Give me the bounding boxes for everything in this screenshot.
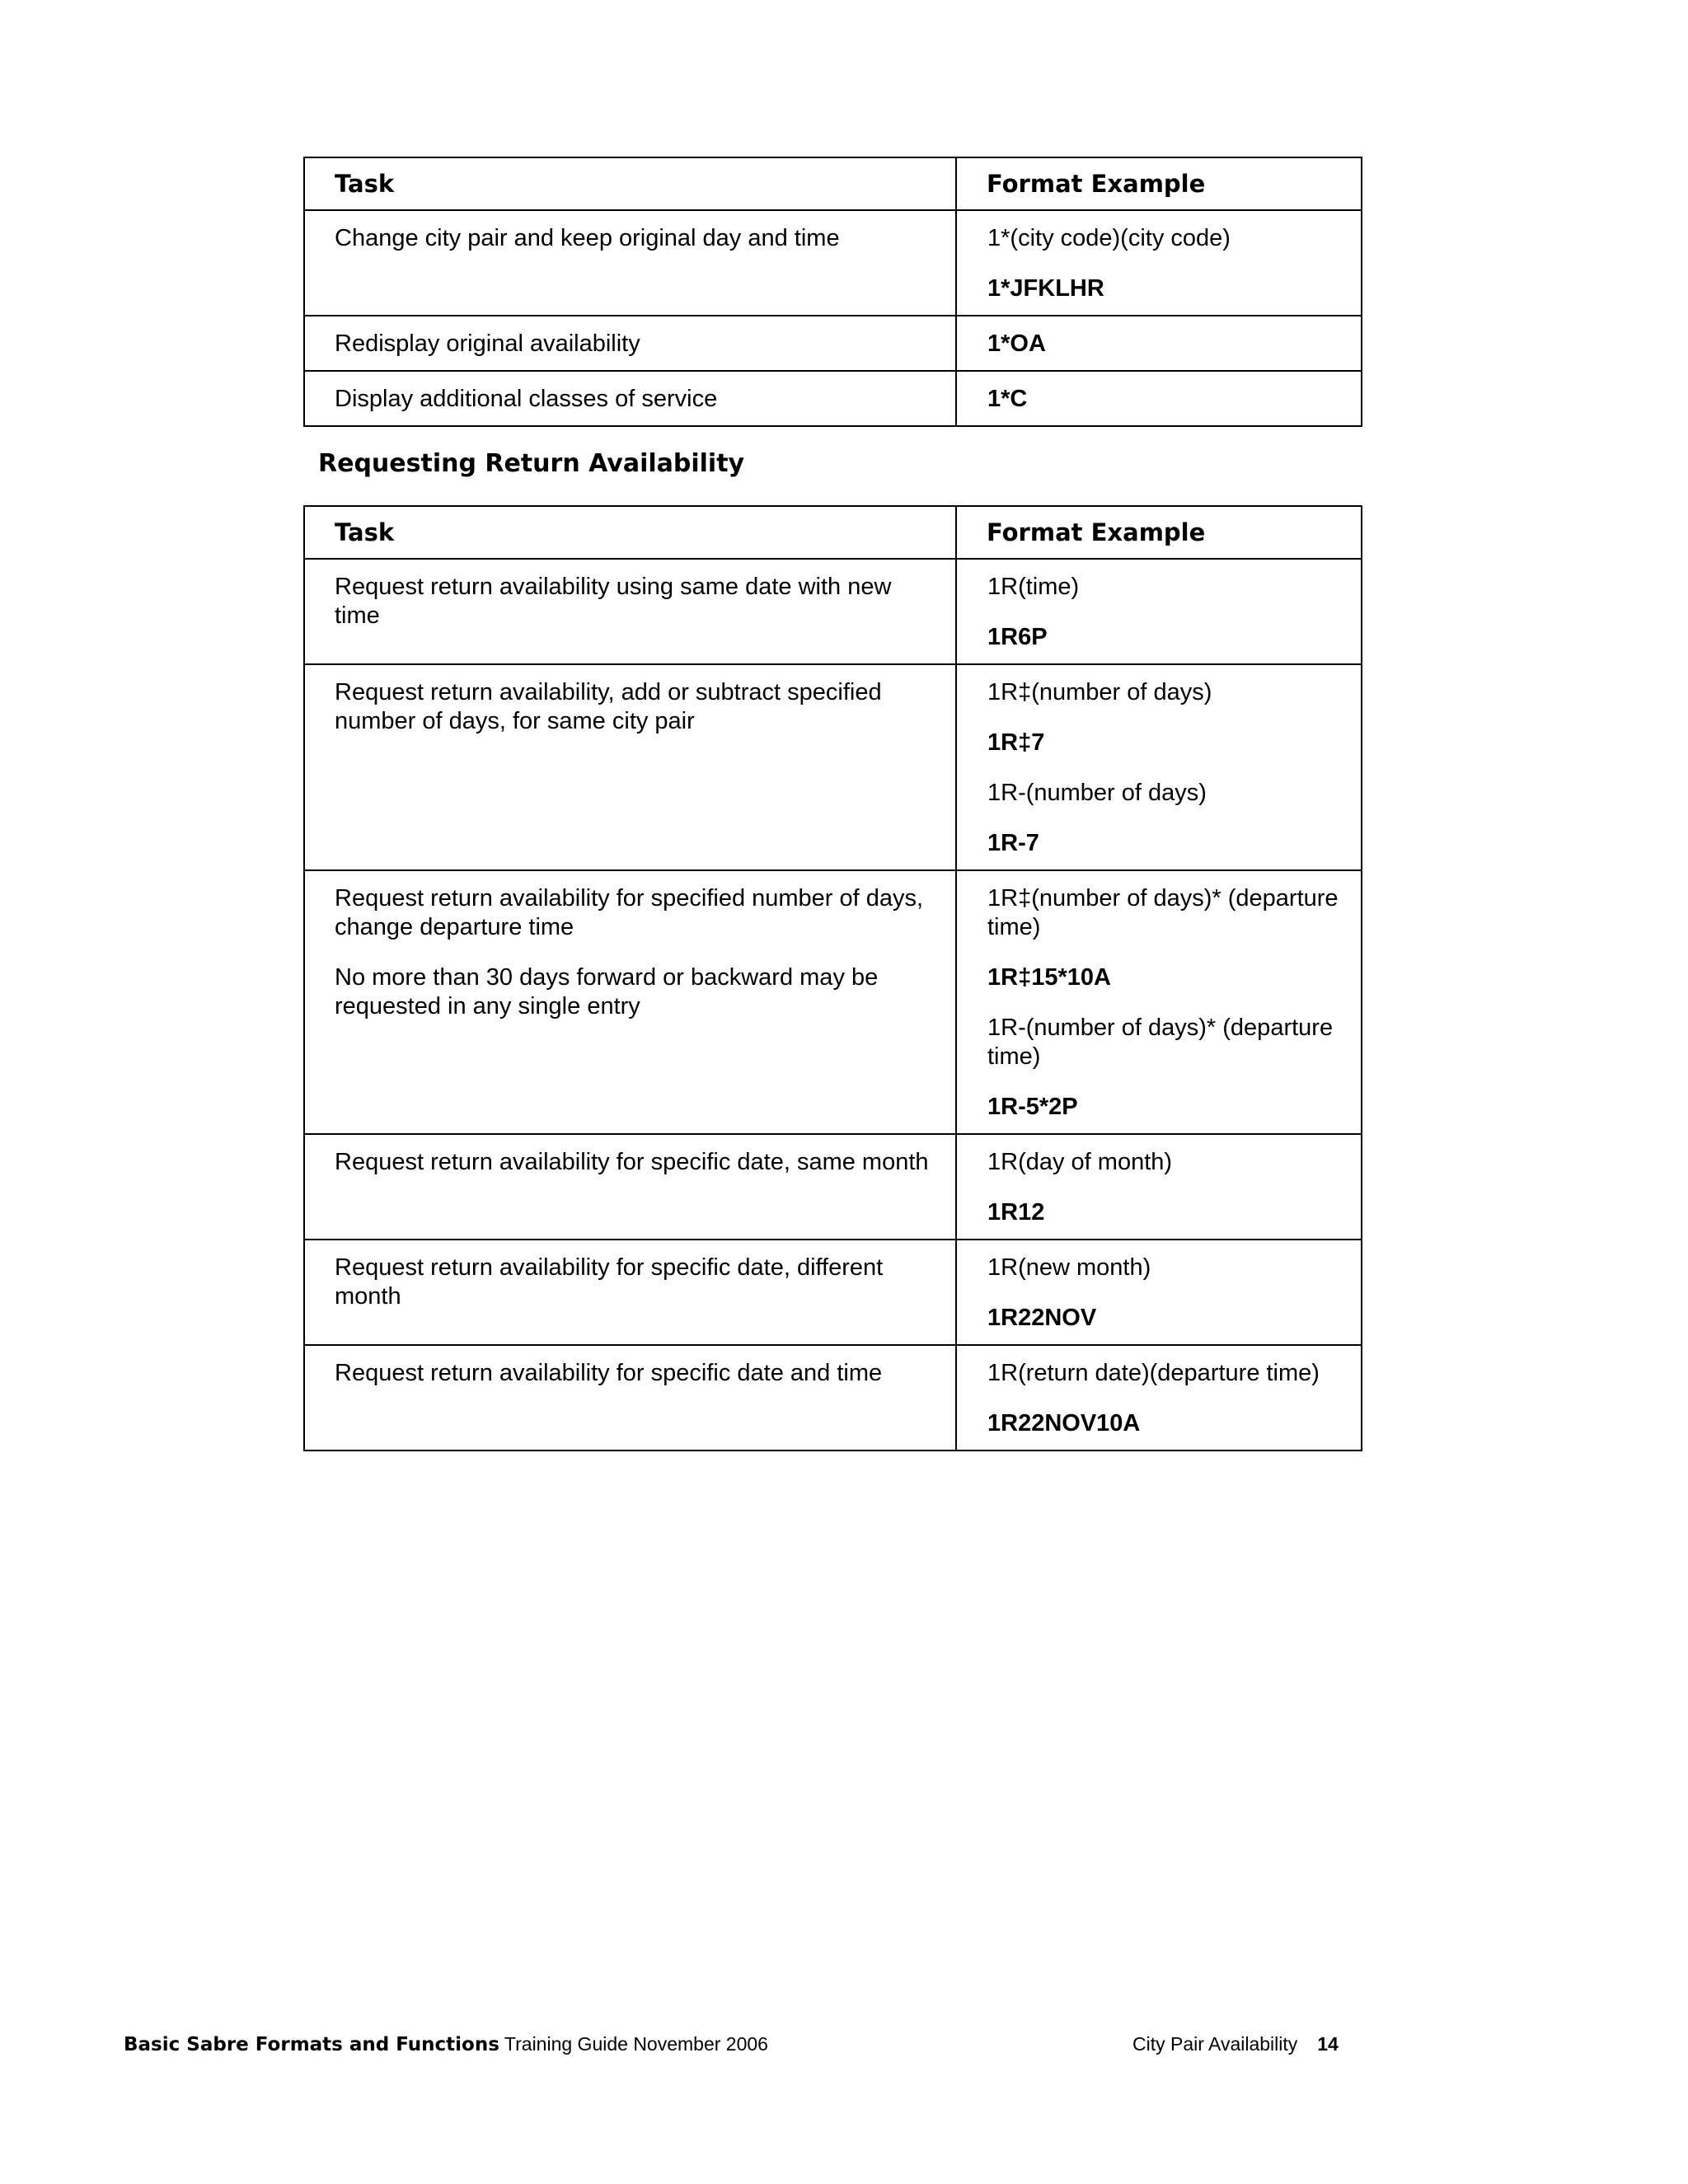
task-cell (304, 664, 956, 870)
task-text: Request return availability for specified number of days, change departure time (335, 885, 924, 940)
section-heading: Requesting Return Availability (318, 449, 745, 478)
column-header-task: Task (304, 157, 956, 210)
footer-guide-name: Basic Sabre Formats and Functions (124, 2034, 499, 2055)
format-example-cell (956, 559, 1362, 664)
table-body (304, 559, 1362, 1451)
format-entry-example: 1*OA (987, 330, 1046, 357)
format-entry-example: 1R12 (987, 1199, 1045, 1226)
table-header-row (304, 157, 1362, 210)
format-entry-example: 1*C (987, 386, 1028, 412)
table-row (304, 664, 1362, 870)
format-example-cell (956, 664, 1362, 870)
task-cell (304, 1134, 956, 1240)
table-row (304, 1345, 1362, 1451)
table-body (304, 210, 1362, 426)
format-entry-syntax: 1R‡(number of days) (987, 679, 1212, 705)
task-text: Change city pair and keep original day and time (335, 225, 840, 251)
format-entry-syntax: 1*(city code)(city code) (987, 225, 1231, 251)
format-example-cell (956, 870, 1362, 1134)
format-entry-syntax: 1R(return date)(departure time) (987, 1360, 1320, 1386)
task-cell (304, 1240, 956, 1345)
format-entry-syntax: 1R(time) (987, 574, 1080, 600)
task-cell (304, 371, 956, 426)
format-entry-syntax: 1R‡(number of days)* (departure time) (987, 885, 1339, 940)
table-row (304, 1240, 1362, 1345)
task-text: Request return availability, add or subtract specified number of days, for same city pair (335, 679, 882, 734)
task-text: Request return availability for specific date, different month (335, 1254, 884, 1310)
format-entry-example: 1*JFKLHR (987, 275, 1104, 302)
task-text: No more than 30 days forward or backward may be requested in any single entry (335, 964, 879, 1019)
format-entry-syntax: 1R-(number of days)* (departure time) (987, 1015, 1334, 1070)
column-header-task: Task (304, 506, 956, 559)
task-cell (304, 316, 956, 371)
task-cell (304, 870, 956, 1134)
format-entry-example: 1R‡7 (987, 729, 1045, 756)
format-entry-example: 1R22NOV (987, 1305, 1097, 1331)
format-entry-syntax: 1R(new month) (987, 1254, 1151, 1281)
task-text: Request return availability for specific date, same month (335, 1149, 929, 1175)
format-entry-syntax: 1R(day of month) (987, 1149, 1173, 1175)
task-cell (304, 1345, 956, 1451)
table-row (304, 316, 1362, 371)
format-example-cell (956, 1240, 1362, 1345)
table-row (304, 559, 1362, 664)
format-example-cell (956, 371, 1362, 426)
footer-guide-edition: Training Guide November 2006 (504, 2033, 768, 2055)
format-example-cell (956, 1134, 1362, 1240)
format-example-cell (956, 1345, 1362, 1451)
table-row (304, 371, 1362, 426)
format-entry-example: 1R-5*2P (987, 1094, 1078, 1120)
footer-section (1132, 2032, 1339, 2056)
table-row (304, 210, 1362, 316)
format-table-city-pair (303, 157, 1362, 427)
task-cell (304, 210, 956, 316)
table-row (304, 870, 1362, 1134)
column-header-format-example: Format Example (956, 157, 1362, 210)
task-text: Request return availability for specific date and time (335, 1360, 883, 1386)
format-entry-example: 1R‡15*10A (987, 964, 1111, 991)
format-entry-example: 1R-7 (987, 830, 1039, 856)
format-entry-example: 1R6P (987, 624, 1048, 650)
task-text: Redisplay original availability (335, 330, 640, 357)
task-text: Request return availability using same date with new time (335, 574, 892, 629)
column-header-format-example: Format Example (956, 506, 1362, 559)
task-cell (304, 559, 956, 664)
format-entry-example: 1R22NOV10A (987, 1410, 1141, 1436)
table-row (304, 1134, 1362, 1240)
format-example-cell (956, 210, 1362, 316)
footer-document-title (124, 2032, 768, 2057)
table-header-row (304, 506, 1362, 559)
format-table-return-availability (303, 505, 1362, 1451)
task-text: Display additional classes of service (335, 386, 718, 412)
page-number: 14 (1317, 2033, 1339, 2055)
format-example-cell (956, 316, 1362, 371)
format-entry-syntax: 1R-(number of days) (987, 780, 1207, 806)
footer-section-name: City Pair Availability (1132, 2033, 1298, 2055)
